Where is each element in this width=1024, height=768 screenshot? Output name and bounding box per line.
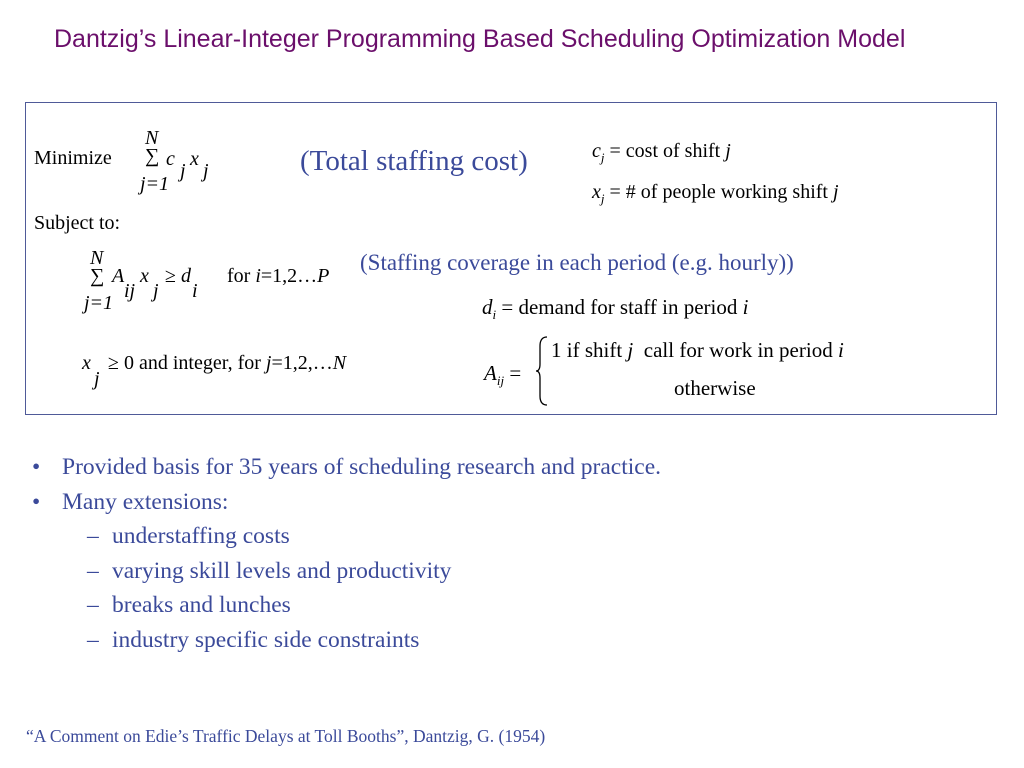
nonneg-condition: ≥ 0 and integer, for j=1,2,…N bbox=[108, 352, 347, 374]
total-cost-note: (Total staffing cost) bbox=[300, 145, 528, 177]
minimize-label: Minimize bbox=[34, 147, 112, 169]
objective-x: x bbox=[190, 148, 199, 170]
constraint-A: A bbox=[112, 265, 125, 287]
sub-bullet-item: – understaffing costs bbox=[87, 523, 290, 549]
subject-to-label: Subject to: bbox=[34, 212, 121, 234]
slide-title: Dantzig’s Linear-Integer Programming Based Scheduling Optimization Model bbox=[54, 25, 906, 53]
A-case-otherwise: otherwise bbox=[674, 376, 756, 400]
objective-x-subscript: j bbox=[203, 160, 209, 182]
citation: “A Comment on Edie’s Traffic Delays at Toll Booths”, Dantzig, G. (1954) bbox=[26, 726, 546, 746]
coverage-note: (Staffing coverage in each period (e.g. hourly)) bbox=[360, 250, 794, 275]
constraint-x: x bbox=[140, 265, 149, 287]
bullet-list bbox=[32, 450, 992, 657]
constraint-A-subscript: ij bbox=[124, 280, 136, 302]
constraint-sum-symbol: ∑ bbox=[90, 265, 105, 287]
constraint-sum-lower: j=1 bbox=[84, 292, 114, 314]
left-brace-icon bbox=[535, 336, 549, 406]
sub-bullet-item: – breaks and lunches bbox=[87, 592, 291, 618]
sum-lower-limit: j=1 bbox=[140, 173, 170, 195]
constraint-d-subscript: i bbox=[192, 280, 198, 302]
sub-bullet-item: – industry specific side constraints bbox=[87, 626, 420, 653]
c-def: $c_j = \cos t$ of shift j bbox=[592, 140, 731, 165]
d-def: $d_i$ = demand for staff in period i bbox=[482, 295, 749, 323]
objective-c-subscript: j bbox=[180, 160, 186, 182]
constraint-x-subscript: j bbox=[153, 280, 159, 302]
constraint-d: d bbox=[181, 265, 191, 287]
nonneg-x: x bbox=[82, 352, 91, 374]
bullet-item: • Provided basis for 35 years of scheduling research and practice. bbox=[32, 454, 662, 480]
A-def-lhs: $A_{ij}$ = bbox=[484, 361, 522, 389]
bullet-item: • Many extensions: bbox=[32, 488, 229, 515]
nonneg-x-subscript: j bbox=[94, 368, 100, 390]
A-case-one: 1 if shift j call for work in period i bbox=[551, 338, 844, 362]
constraint-ge: ≥ bbox=[165, 265, 176, 287]
x-def: $x_j$ = # of people working shift j bbox=[592, 181, 839, 206]
objective-c: c bbox=[166, 148, 175, 170]
sub-bullet-item: – varying skill levels and productivity bbox=[87, 557, 452, 584]
sum-upper-limit: N bbox=[145, 127, 159, 149]
sum-symbol: ∑ bbox=[145, 145, 160, 167]
constraint-sum-upper: N bbox=[90, 247, 104, 269]
constraint-range: for i=1,2…P bbox=[227, 265, 330, 287]
